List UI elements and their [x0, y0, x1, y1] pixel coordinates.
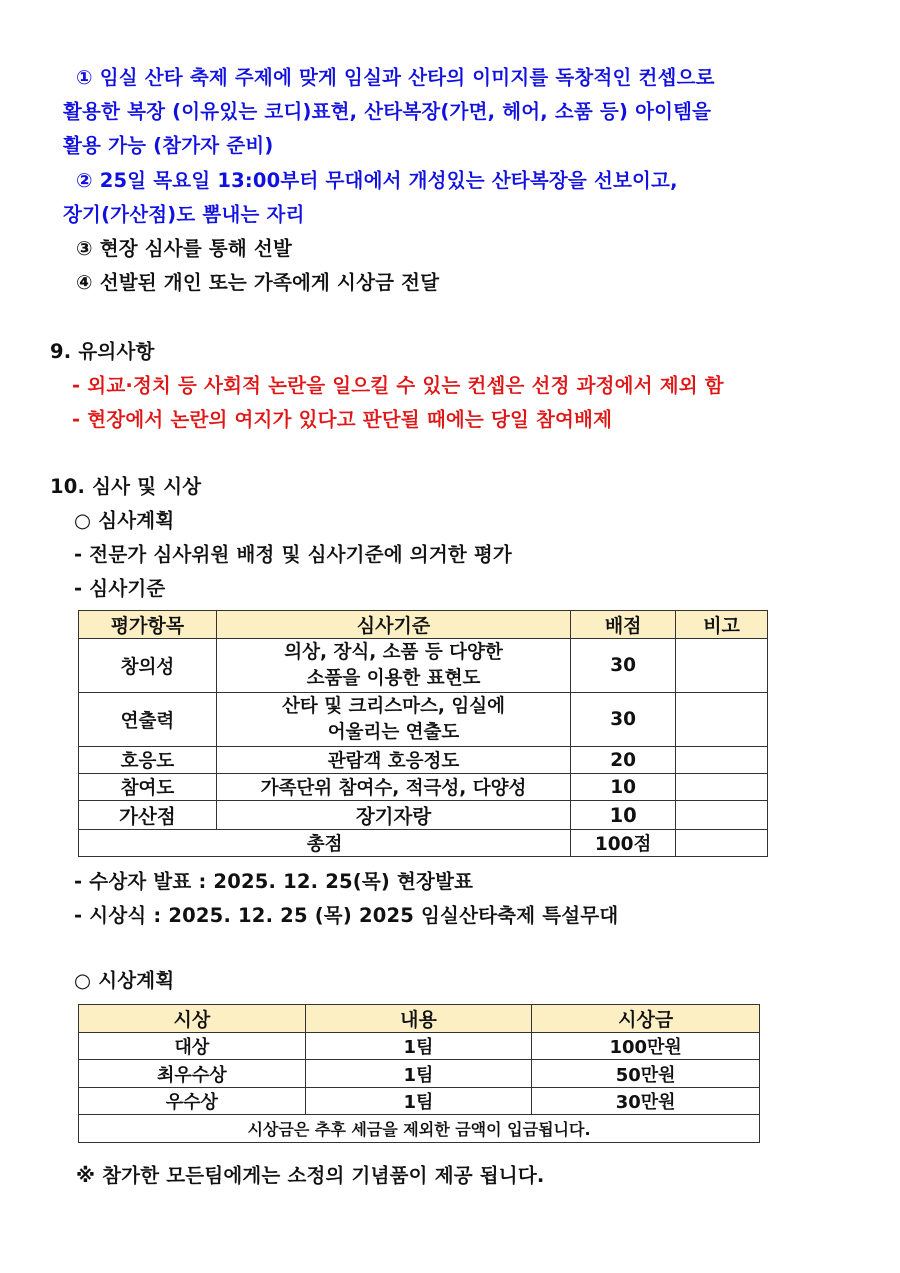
award-prize: 30만원 [532, 1088, 760, 1115]
criteria-description-line: 의상, 장식, 소품 등 다양한 [284, 641, 503, 663]
award-header-prize: 시상금 [532, 1005, 760, 1033]
table-row [79, 1060, 760, 1088]
award-note-row [79, 1115, 760, 1143]
criteria-table [78, 610, 768, 857]
criteria-header-criterion: 심사기준 [216, 611, 570, 639]
criteria-total-score: 100점 [571, 830, 676, 857]
table-row [79, 747, 768, 774]
program-line-7: ④ 선발된 개인 또는 가족에게 시상금 전달 [76, 271, 440, 294]
award-note: 시상금은 추후 세금을 제외한 금액이 입금됩니다. [79, 1115, 760, 1143]
section9-item-2: - 현장에서 논란의 여지가 있다고 판단될 때에는 당일 참여배제 [72, 408, 613, 431]
award-header-row [79, 1005, 760, 1033]
program-line-2: 활용한 복장 (이유있는 코디)표현, 산타복장(가면, 헤어, 소품 등) 아이템을 [63, 100, 712, 123]
criteria-item: 호응도 [79, 747, 217, 774]
award-name: 우수상 [79, 1088, 306, 1115]
section9-item-1: - 외교·정치 등 사회적 논란을 일으킬 수 있는 컨셉은 선정 과정에서 제외 함 [72, 374, 724, 397]
criteria-note [676, 639, 768, 693]
criteria-score: 10 [571, 801, 676, 830]
criteria-score: 10 [571, 774, 676, 801]
criteria-item: 창의성 [79, 639, 217, 693]
criteria-total-row [79, 830, 768, 857]
judging-plan-item: - 전문가 심사위원 배정 및 심사기준에 의거한 평가 [74, 543, 512, 566]
criteria-description [216, 639, 570, 693]
award-name: 최우수상 [79, 1060, 306, 1088]
criteria-description: 관람객 호응정도 [216, 747, 570, 774]
table-row [79, 801, 768, 830]
criteria-header-item: 평가항목 [79, 611, 217, 639]
program-line-1: ① 임실 산타 축제 주제에 맞게 임실과 산타의 이미지를 독창적인 컨셉으로 [76, 66, 715, 89]
section10-title: 10. 심사 및 시상 [50, 475, 202, 498]
section9-title: 9. 유의사항 [50, 340, 155, 363]
criteria-note [676, 693, 768, 747]
criteria-description: 장기자랑 [216, 801, 570, 830]
criteria-score: 20 [571, 747, 676, 774]
award-header-award: 시상 [79, 1005, 306, 1033]
criteria-item: 가산점 [79, 801, 217, 830]
criteria-item: 참여도 [79, 774, 217, 801]
award-table [78, 1004, 760, 1143]
award-ceremony: - 시상식 : 2025. 12. 25 (목) 2025 임실산타축제 특설무대 [74, 904, 619, 927]
criteria-total-label: 총점 [79, 830, 571, 857]
program-line-5: 장기(가산점)도 뽐내는 자리 [63, 203, 305, 226]
criteria-header-row [79, 611, 768, 639]
award-prize: 100만원 [532, 1033, 760, 1060]
criteria-title: - 심사기준 [74, 577, 166, 600]
program-line-4: ② 25일 목요일 13:00부터 무대에서 개성있는 산타복장을 선보이고, [76, 169, 678, 192]
award-content: 1팀 [305, 1033, 532, 1060]
criteria-description-line: 산타 및 크리스마스, 임실에 [282, 695, 505, 717]
criteria-description-line: 소품을 이용한 표현도 [306, 667, 481, 689]
program-line-3: 활용 가능 (참가자 준비) [63, 134, 274, 157]
criteria-note [676, 747, 768, 774]
table-row [79, 774, 768, 801]
table-row [79, 1088, 760, 1115]
criteria-description [216, 693, 570, 747]
criteria-item: 연출력 [79, 693, 217, 747]
award-content: 1팀 [305, 1088, 532, 1115]
footer-note: ※ 참가한 모든팀에게는 소정의 기념품이 제공 됩니다. [76, 1164, 545, 1187]
criteria-note [676, 774, 768, 801]
criteria-note [676, 801, 768, 830]
table-row [79, 693, 768, 747]
award-header-content: 내용 [305, 1005, 532, 1033]
criteria-header-note: 비고 [676, 611, 768, 639]
winner-announcement: - 수상자 발표 : 2025. 12. 25(목) 현장발표 [74, 870, 474, 893]
table-row [79, 1033, 760, 1060]
criteria-score: 30 [571, 693, 676, 747]
criteria-score: 30 [571, 639, 676, 693]
table-row [79, 639, 768, 693]
criteria-description: 가족단위 참여수, 적극성, 다양성 [216, 774, 570, 801]
award-content: 1팀 [305, 1060, 532, 1088]
program-line-6: ③ 현장 심사를 통해 선발 [76, 237, 292, 260]
criteria-header-score: 배점 [571, 611, 676, 639]
judging-plan-title: ○ 심사계획 [74, 509, 175, 532]
award-prize: 50만원 [532, 1060, 760, 1088]
award-plan-title: ○ 시상계획 [74, 969, 175, 992]
criteria-description-line: 어울리는 연출도 [327, 721, 460, 743]
criteria-total-note [676, 830, 768, 857]
award-name: 대상 [79, 1033, 306, 1060]
